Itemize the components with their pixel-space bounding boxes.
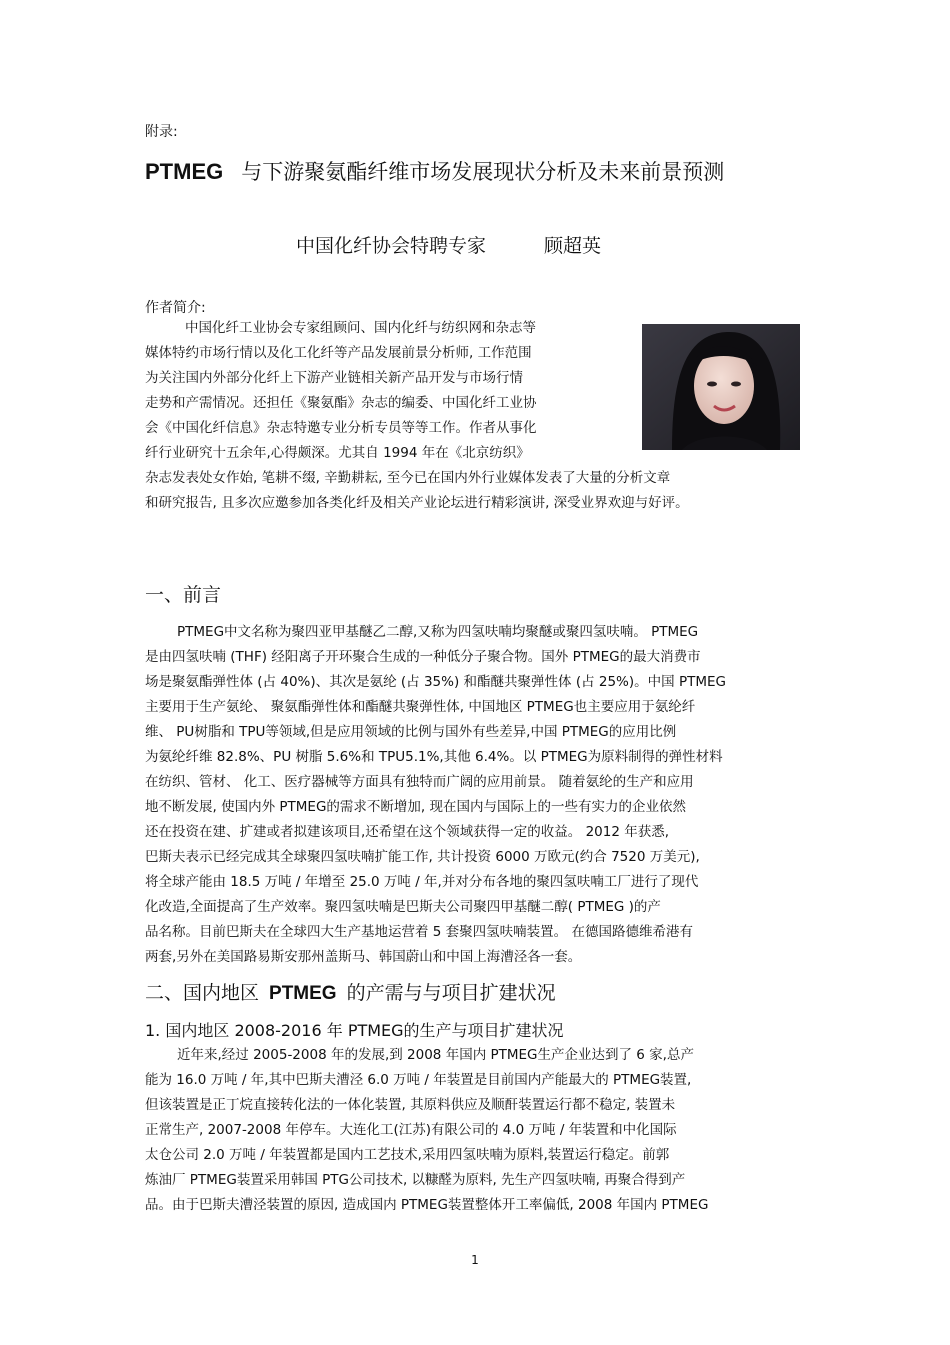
author-photo bbox=[642, 324, 800, 450]
paragraph-line: 炼油厂 PTMEG装置采用韩国 PTG公司技术, 以糠醛为原料, 先生产四氢呋喃, 再聚合得到产 bbox=[145, 1172, 686, 1188]
paragraph-line: 近年来,经过 2005-2008 年的发展,到 2008 年国内 PTMEG生产企业达到了 6 家,总产 bbox=[177, 1047, 694, 1063]
bio-line: 和研究报告, 且多次应邀参加各类化纤及相关产业论坛进行精彩演讲, 深受业界欢迎与好评。 bbox=[145, 495, 689, 511]
sub-heading: 1. 国内地区 2008-2016 年 PTMEG的生产与项目扩建状况 bbox=[145, 1021, 564, 1040]
section-heading-intro: 一、前言 bbox=[145, 584, 222, 606]
paragraph-line: 品。由于巴斯夫漕泾装置的原因, 造成国内 PTMEG装置整体开工率偏低, 2008 年国内 PTMEG bbox=[145, 1197, 709, 1213]
bio-line: 为关注国内外部分化纤上下游产业链相关新产品开发与市场行情 bbox=[145, 370, 523, 386]
bio-line: 纤行业研究十五余年,心得颇深。尤其自 1994 年在《北京纺织》 bbox=[145, 445, 530, 461]
author-role: 中国化纤协会特聘专家 bbox=[296, 235, 487, 257]
paragraph-line: 巴斯夫表示已经完成其全球聚四氢呋喃扩能工作, 共计投资 6000 万欧元(约合 7520 万美元), bbox=[145, 849, 700, 865]
paragraph-line: 将全球产能由 18.5 万吨 / 年增至 25.0 万吨 / 年,并对分布各地的聚四氢呋喃工厂进行了现代 bbox=[145, 874, 699, 890]
heading-post: 的产需与与项目扩建状况 bbox=[346, 982, 556, 1004]
page-title bbox=[145, 156, 724, 186]
paragraph-line: 地不断发展, 使国内外 PTMEG的需求不断增加, 现在国内与国际上的一些有实力的企业依然 bbox=[145, 799, 686, 815]
intro-label: 作者简介: bbox=[145, 300, 206, 316]
paragraph-line: 为氨纶纤维 82.8%、PU 树脂 5.6%和 TPU5.1%,其他 6.4%。以 PTMEG为原料制得的弹性材料 bbox=[145, 749, 723, 765]
paragraph-line: 在纺织、管材、 化工、医疗器械等方面具有独特而广阔的应用前景。 随着氨纶的生产和应用 bbox=[145, 774, 694, 790]
page-number: 1 bbox=[471, 1253, 479, 1267]
paragraph-line: 是由四氢呋喃 (THF) 经阳离子开环聚合生成的一种低分子聚合物。国外 PTMEG的最大消费市 bbox=[145, 649, 701, 665]
bio-line: 走势和产需情况。还担任《聚氨酯》杂志的编委、中国化纤工业协 bbox=[145, 395, 537, 411]
bio-line: 中国化纤工业协会专家组顾问、国内化纤与纺织网和杂志等 bbox=[185, 320, 536, 336]
paragraph-line: 品名称。目前巴斯夫在全球四大生产基地运营着 5 套聚四氢呋喃装置。 在德国路德维希港有 bbox=[145, 924, 693, 940]
heading-acronym: PTMEG bbox=[269, 983, 337, 1004]
title-acronym: PTMEG bbox=[145, 159, 224, 184]
paragraph-line: 正常生产, 2007-2008 年停车。大连化工(江苏)有限公司的 4.0 万吨 / 年装置和中化国际 bbox=[145, 1122, 677, 1138]
paragraph-line: 能为 16.0 万吨 / 年,其中巴斯夫漕泾 6.0 万吨 / 年装置是目前国内产能最大的 PTMEG装置, bbox=[145, 1072, 692, 1088]
author-name: 顾超英 bbox=[544, 235, 602, 257]
paragraph-line: PTMEG中文名称为聚四亚甲基醚乙二醇,又称为四氢呋喃均聚醚或聚四氢呋喃。 PTMEG bbox=[177, 624, 699, 640]
paragraph-line: 场是聚氨酯弹性体 (占 40%)、其次是氨纶 (占 35%) 和酯醚共聚弹性体 (占 25%)。中国 PTMEG bbox=[145, 674, 726, 690]
author-line bbox=[296, 231, 601, 258]
paragraph-line: 但该装置是正丁烷直接转化法的一体化装置, 其原料供应及顺酐装置运行都不稳定, 装置未 bbox=[145, 1097, 676, 1113]
section-heading-domestic bbox=[145, 978, 556, 1005]
paragraph-line: 还在投资在建、扩建或者拟建该项目,还希望在这个领域获得一定的收益。 2012 年获悉, bbox=[145, 824, 670, 840]
paragraph-line: 太仓公司 2.0 万吨 / 年装置都是国内工艺技术,采用四氢呋喃为原料,装置运行稳定。前郭 bbox=[145, 1147, 670, 1163]
paragraph-line: 维、 PU树脂和 TPU等领域,但是应用领域的比例与国外有些差异,中国 PTMEG的应用比例 bbox=[145, 724, 677, 740]
paragraph-line: 化改造,全面提高了生产效率。聚四氢呋喃是巴斯夫公司聚四甲基醚二醇( PTMEG )的产 bbox=[145, 899, 661, 915]
bio-line: 会《中国化纤信息》杂志特邀专业分析专员等等工作。作者从事化 bbox=[145, 420, 537, 436]
title-text: 与下游聚氨酯纤维市场发展现状分析及未来前景预测 bbox=[241, 160, 725, 184]
author-portrait-image bbox=[642, 324, 800, 450]
paragraph-line: 两套,另外在美国路易斯安那州盖斯马、韩国蔚山和中国上海漕泾各一套。 bbox=[145, 949, 582, 965]
heading-pre: 二、国内地区 bbox=[145, 982, 260, 1004]
bio-line: 杂志发表处女作始, 笔耕不缀, 辛勤耕耘, 至今已在国内外行业媒体发表了大量的分析文章 bbox=[145, 470, 671, 486]
appendix-label: 附录: bbox=[145, 124, 178, 140]
bio-line: 媒体特约市场行情以及化工化纤等产品发展前景分析师, 工作范围 bbox=[145, 345, 532, 361]
paragraph-line: 主要用于生产氨纶、 聚氨酯弹性体和酯醚共聚弹性体, 中国地区 PTMEG也主要应用于氨纶纤 bbox=[145, 699, 696, 715]
